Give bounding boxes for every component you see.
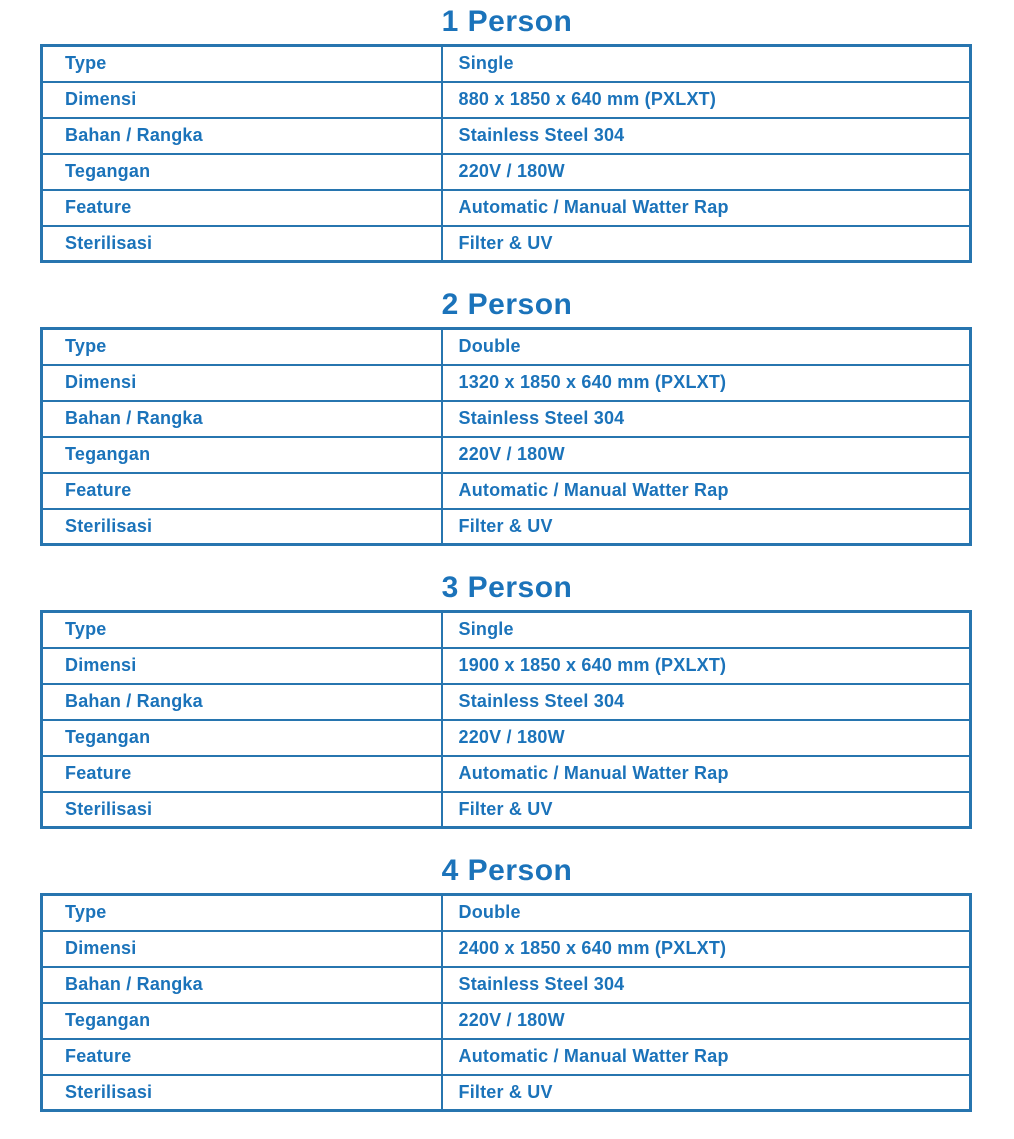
spec-value-sterilisasi: Filter & UV [442, 226, 971, 262]
section-title-4-person: 4 Person [441, 854, 573, 887]
table-row [42, 648, 971, 684]
table-row [42, 437, 971, 473]
table-row [42, 931, 971, 967]
section-1-person [0, 5, 1014, 263]
spec-value-dimensi: 2400 x 1850 x 640 mm (PXLXT) [442, 931, 971, 967]
section-title-3-person: 3 Person [441, 571, 573, 604]
table-row [42, 401, 971, 437]
spec-value-dimensi: 1900 x 1850 x 640 mm (PXLXT) [442, 648, 971, 684]
table-row [42, 365, 971, 401]
spec-label-type: Type [42, 329, 442, 365]
spec-value-bahan-rangka: Stainless Steel 304 [442, 401, 971, 437]
section-title-1-person: 1 Person [441, 5, 573, 38]
spec-label-sterilisasi: Sterilisasi [42, 509, 442, 545]
spec-label-sterilisasi: Sterilisasi [42, 226, 442, 262]
spec-value-type: Single [442, 612, 971, 648]
table-row [42, 473, 971, 509]
spec-label-tegangan: Tegangan [42, 437, 442, 473]
spec-table-4-person [40, 893, 972, 1112]
spec-label-tegangan: Tegangan [42, 720, 442, 756]
spec-value-tegangan: 220V / 180W [442, 154, 971, 190]
spec-label-feature: Feature [42, 473, 442, 509]
spec-value-sterilisasi: Filter & UV [442, 1075, 971, 1111]
table-row [42, 190, 971, 226]
spec-label-bahan-rangka: Bahan / Rangka [42, 684, 442, 720]
spec-value-tegangan: 220V / 180W [442, 1003, 971, 1039]
table-row [42, 1003, 971, 1039]
spec-label-type: Type [42, 612, 442, 648]
table-row [42, 756, 971, 792]
table-row [42, 46, 971, 82]
spec-label-dimensi: Dimensi [42, 365, 442, 401]
spec-label-bahan-rangka: Bahan / Rangka [42, 401, 442, 437]
spec-value-tegangan: 220V / 180W [442, 437, 971, 473]
spec-value-feature: Automatic / Manual Watter Rap [442, 756, 971, 792]
spec-value-bahan-rangka: Stainless Steel 304 [442, 118, 971, 154]
table-row [42, 226, 971, 262]
spec-value-sterilisasi: Filter & UV [442, 509, 971, 545]
spec-label-type: Type [42, 895, 442, 931]
spec-label-dimensi: Dimensi [42, 648, 442, 684]
spec-value-bahan-rangka: Stainless Steel 304 [442, 684, 971, 720]
spec-label-tegangan: Tegangan [42, 1003, 442, 1039]
spec-value-bahan-rangka: Stainless Steel 304 [442, 967, 971, 1003]
spec-value-type: Double [442, 895, 971, 931]
spec-value-dimensi: 1320 x 1850 x 640 mm (PXLXT) [442, 365, 971, 401]
table-row [42, 612, 971, 648]
spec-label-type: Type [42, 46, 442, 82]
table-row [42, 1075, 971, 1111]
table-row [42, 509, 971, 545]
spec-label-feature: Feature [42, 190, 442, 226]
spec-value-feature: Automatic / Manual Watter Rap [442, 473, 971, 509]
section-4-person [0, 854, 1014, 1112]
spec-table-3-person [40, 610, 972, 829]
spec-label-tegangan: Tegangan [42, 154, 442, 190]
table-row [42, 329, 971, 365]
spec-table-1-person [40, 44, 972, 263]
table-row [42, 118, 971, 154]
spec-value-sterilisasi: Filter & UV [442, 792, 971, 828]
spec-value-tegangan: 220V / 180W [442, 720, 971, 756]
spec-value-type: Double [442, 329, 971, 365]
spec-label-bahan-rangka: Bahan / Rangka [42, 118, 442, 154]
table-row [42, 792, 971, 828]
spec-value-type: Single [442, 46, 971, 82]
spec-value-feature: Automatic / Manual Watter Rap [442, 1039, 971, 1075]
section-2-person [0, 288, 1014, 546]
section-3-person [0, 571, 1014, 829]
table-row [42, 82, 971, 118]
spec-label-sterilisasi: Sterilisasi [42, 792, 442, 828]
table-row [42, 967, 971, 1003]
spec-value-dimensi: 880 x 1850 x 640 mm (PXLXT) [442, 82, 971, 118]
table-row [42, 1039, 971, 1075]
spec-label-dimensi: Dimensi [42, 82, 442, 118]
table-row [42, 720, 971, 756]
table-row [42, 684, 971, 720]
table-row [42, 895, 971, 931]
spec-label-feature: Feature [42, 1039, 442, 1075]
spec-table-2-person [40, 327, 972, 546]
spec-label-sterilisasi: Sterilisasi [42, 1075, 442, 1111]
spec-label-feature: Feature [42, 756, 442, 792]
section-title-2-person: 2 Person [441, 288, 573, 321]
spec-value-feature: Automatic / Manual Watter Rap [442, 190, 971, 226]
table-row [42, 154, 971, 190]
spec-label-dimensi: Dimensi [42, 931, 442, 967]
spec-label-bahan-rangka: Bahan / Rangka [42, 967, 442, 1003]
